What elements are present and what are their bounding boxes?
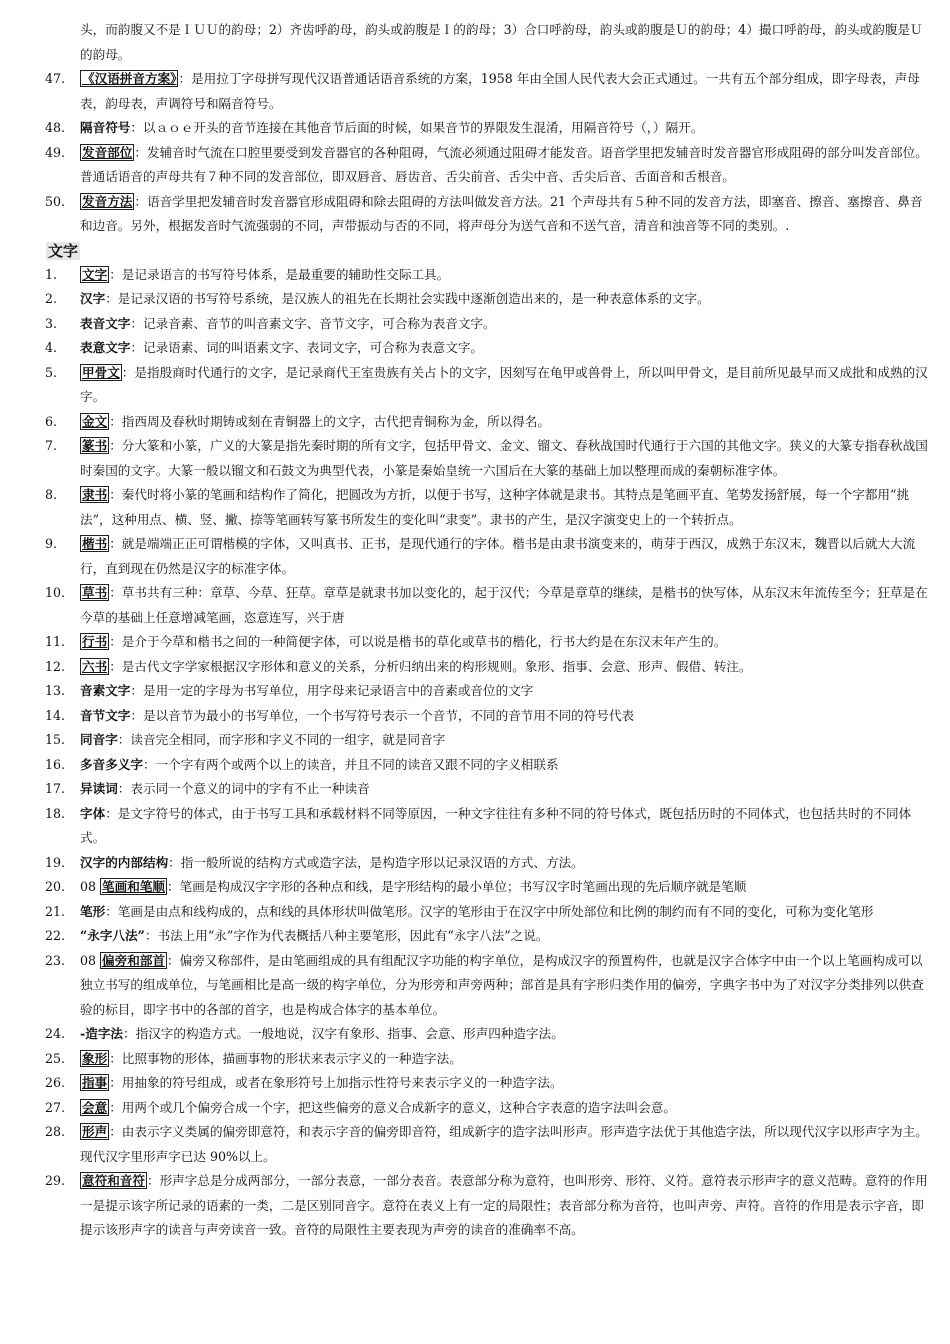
definition-item (0, 434, 950, 483)
definition-item (0, 483, 950, 532)
item-term: 异读词 (80, 781, 118, 796)
item-term: 音节文字 (80, 707, 131, 723)
definition-item (0, 728, 950, 753)
item-term: 篆书 (82, 438, 108, 453)
item-term: 发音部位 (82, 144, 133, 160)
item-term: 多音多义字 (80, 756, 143, 772)
item-definition: ：记录音素、音节的叫音素文字、音节文字，可合称为表音文字。 (130, 315, 496, 331)
item-definition: ：形声字总是分成两部分，一部分表意，一部分表音。表意部分称为意符，也叫形旁、形符、义符。意符表示形声字的意义范畴。意符的作用一是提示该字所记录的语素的一类，二是区别同音字。意符在表义上有一定的局限性；表音部分称为音符，也叫声旁、声符。音符的作用是表示字音，即提示该形声字的读音与声旁读音一致。音符的局限性主要表现为声旁的读音的准确率不高。 (80, 1173, 928, 1237)
item-number: 10. (45, 585, 66, 600)
item-number: 28. (45, 1124, 66, 1139)
item-number: 5. (45, 364, 58, 380)
item-term: 同音字 (80, 732, 118, 747)
definition-item (0, 336, 950, 361)
item-number: 12. (45, 658, 66, 674)
item-term: 隔音符号 (80, 120, 131, 135)
definition-item (0, 190, 950, 239)
item-definition: ：指一般所说的结构方式或造字法，是构造字形以记录汉语的方式、方法。 (168, 854, 584, 870)
item-number: 18. (45, 805, 66, 821)
item-definition: ：用两个或几个偏旁合成一个字，把这些偏旁的意义合成新字的意义，这种合字表意的造字法叫会意。 (109, 1099, 676, 1115)
definition-item (0, 312, 950, 337)
item-term: 《汉语拼音方案》 (82, 71, 177, 86)
item-definition: ：草书共有三种：章草、今草、狂草。章草是就隶书加以变化的，起于汉代；今草是章草的继续，是楷书的快写体，从东汉末年流传至今；狂草是在今草的基础上任意增减笔画，恣意连写，兴于唐 (80, 585, 928, 625)
item-number: 20. (45, 879, 66, 894)
definition-item (0, 753, 950, 778)
item-number: 24. (45, 1026, 66, 1041)
definition-item (0, 1047, 950, 1072)
item-term: 表音文字 (80, 315, 131, 331)
item-number: 47. (45, 71, 66, 86)
definition-item (0, 410, 950, 435)
item-number: 4. (45, 340, 58, 355)
item-term: -造字法 (80, 1026, 124, 1041)
item-definition: ：读音完全相同，而字形和字义不同的一组字，就是同音字 (117, 732, 446, 747)
item-number: 2. (45, 291, 58, 306)
item-number: 15. (45, 732, 66, 747)
item-number: 29. (45, 1173, 66, 1188)
item-number: 19. (45, 854, 66, 870)
definition-item (0, 655, 950, 680)
definition-item (0, 361, 950, 410)
definition-item (0, 581, 950, 630)
definition-item (0, 630, 950, 655)
item-term: 甲骨文 (82, 364, 120, 380)
item-definition: ：以ａｏｅ开头的音节连接在其他音节后面的时候，如果音节的界限发生混淆，用隔音符号（，）隔开。 (130, 120, 704, 135)
definition-item (0, 679, 950, 704)
item-definition: ：一个字有两个或两个以上的读音，并且不同的读音又跟不同的字义相联系 (142, 756, 559, 772)
definition-item (0, 802, 950, 851)
definition-item (0, 851, 950, 876)
definition-item (0, 704, 950, 729)
item-number: 49. (45, 144, 66, 160)
section-title: 文字 (48, 241, 79, 260)
item-definition: ：是文字符号的体式，由于书写工具和承载材料不同等原因，一种文字往往有多种不同的符号体式，既包括历时的不同体式，也包括共时的不同体式。 (80, 805, 912, 845)
item-definition: ：笔画是构成汉字字形的各种点和线，是字形结构的最小单位；书写汉字时笔画出现的先后顺序就是笔顺 (167, 879, 747, 894)
item-definition: ：发辅音时气流在口腔里要受到发音器官的各种阻碍，气流必须通过阻碍才能发音。语音学里把发辅音时发音器官形成阻碍的部分叫发音部位。普通话语音的声母共有７种不同的发音部位，即双唇音、唇齿音、舌尖前音、舌尖中音、舌尖后音、舌面音和舌根音。 (80, 144, 928, 184)
item-number: 13. (45, 683, 66, 698)
item-definition: ：偏旁又称部件，是由笔画组成的具有组配汉字功能的构字单位，是构成汉字的预置构件，也就是汉字合体字中由一个以上笔画构成可以独立书写的组成单位，与笔画相比是高一级的构字单位，分为形旁和声旁两种；部首是具有字形归类作用的偏旁，字典字书中为了对汉字分类排列以供查验的标目，即字书中的各部的首字，也是构成合体字的基本单位。 (80, 952, 924, 1017)
item-definition: ：比照事物的形体，描画事物的形状来表示字义的一种造字法。 (109, 1050, 462, 1066)
item-definition: ：是用拉丁字母拼写现代汉语普通话语音系统的方案，1958 年由全国人民代表大会正式通过。一共有五个部分组成，即字母表，声母表，韵母表，声调符号和隔音符号。 (80, 71, 920, 111)
item-term: 文字 (82, 266, 108, 282)
item-number: 22. (45, 928, 66, 943)
item-number: 14. (45, 707, 66, 723)
continuation-paragraph: 头，而韵腹又不是ＩＵＵ的韵母；2）齐齿呼韵母，韵头或韵腹是Ｉ的韵母；3）合口呼韵母，韵头或韵腹是Ｕ的韵母；4）撮口呼韵母，韵头或韵腹是Ｕ的韵母。 (80, 22, 923, 62)
item-number: 8. (45, 487, 58, 502)
item-term: 笔画和笔顺 (102, 879, 165, 894)
definition-item (0, 287, 950, 312)
item-term: “永字八法” (80, 928, 145, 943)
item-number: 7. (45, 438, 58, 453)
item-number: 21. (45, 903, 66, 919)
definition-item (0, 1096, 950, 1121)
item-definition: ：表示同一个意义的词中的字有不止一种读音 (117, 781, 370, 796)
item-term: 汉字 (80, 291, 106, 306)
item-term: 音素文字 (80, 683, 131, 698)
definition-item (0, 777, 950, 802)
item-definition: ：就是端端正正可谓楷模的字体，又叫真书、正书，是现代通行的字体。楷书是由隶书演变来的，萌芽于西汉，成熟于东汉末，魏晋以后就大大流行，直到现在仍然是汉字的标准字体。 (80, 536, 916, 576)
item-definition: ：秦代时将小篆的笔画和结构作了简化，把圆改为方折，以便于书写，这种字体就是隶书。其特点是笔画平直、笔势发扬舒展，每一个字都用“挑法”，这种用点、横、竖、撇、捺等笔画转写篆书所发生的变化叫“隶变”。隶书的产生，是汉字演变史上的一个转折点。 (80, 487, 910, 527)
item-term: 形声 (82, 1124, 108, 1139)
item-number: 48. (45, 120, 66, 135)
item-definition: ：是指殷商时代通行的文字，是记录商代王室贵族有关占卜的文字，因刻写在龟甲或兽骨上，所以叫甲骨文，是目前所见最早而又成批和成熟的汉字。 (80, 364, 928, 404)
item-term: 隶书 (82, 487, 108, 502)
item-definition: ：是古代文字学家根据汉字形体和意义的关系，分析归纳出来的构形规则。象形、指事、会意、形声、假借、转注。 (109, 658, 752, 674)
item-term: 表意文字 (80, 340, 131, 355)
item-term: 六书 (82, 658, 108, 674)
definition-item (0, 924, 950, 949)
definition-item (0, 1022, 950, 1047)
item-definition: ：是介于今草和楷书之间的一种简便字体，可以说是楷书的草化或草书的楷化，行书大约是在东汉末年产生的。 (109, 634, 727, 649)
item-definition: ：指汉字的构造方式。一般地说，汉字有象形、指事、会意、形声四种造字法。 (123, 1026, 564, 1041)
item-definition: ：是以音节为最小的书写单位，一个书写符号表示一个音节，不同的音节用不同的符号代表 (130, 707, 635, 723)
item-term: 会意 (82, 1099, 108, 1115)
item-definition: ：指西周及春秋时期铸或刻在青铜器上的文字，古代把青铜称为金，所以得名。 (109, 413, 550, 429)
item-definition: ：语音学里把发辅音时发音器官形成阻碍和除去阻碍的方法叫做发音方法。21 个声母共有５种不同的发音方法，即塞音、擦音、塞擦音、鼻音和边音。另外，根据发音时气流强弱的不同，声带振动与否的不同，将声母分为送气音和不送气音，清音和浊音等不同的类别。. (80, 193, 923, 233)
item-term: 发音方法 (82, 193, 133, 209)
item-number: 6. (45, 413, 58, 429)
item-number: 17. (45, 781, 66, 796)
item-number: 1. (45, 266, 58, 282)
item-term: 金文 (82, 413, 108, 429)
item-number: 23. (45, 952, 66, 968)
item-term: 行书 (82, 634, 108, 649)
definition-item (0, 1169, 950, 1243)
definition-list (0, 263, 950, 1243)
item-definition: ：由表示字义类属的偏旁即意符，和表示字音的偏旁即音符，组成新字的造字法叫形声。形声造字法优于其他造字法，所以现代汉字以形声字为主。现代汉字里形声字已达 90%以上。 (80, 1124, 928, 1164)
item-term: 偏旁和部首 (102, 952, 165, 968)
document-page (0, 18, 950, 1243)
item-number: 25. (45, 1050, 66, 1066)
item-term: 指事 (82, 1075, 108, 1090)
item-term: 意符和音符 (82, 1173, 145, 1188)
item-number: 3. (45, 315, 58, 331)
item-number: 50. (45, 193, 66, 209)
definition-item (0, 900, 950, 925)
definition-item (0, 949, 950, 1023)
item-definition: ：用抽象的符号组成，或者在象形符号上加指示性符号来表示字义的一种造字法。 (109, 1075, 563, 1090)
item-definition: ：是用一定的字母为书写单位，用字母来记录语言中的音素或音位的文字 (130, 683, 534, 698)
item-term: 草书 (82, 585, 108, 600)
item-term: 象形 (82, 1050, 108, 1066)
definition-item (0, 67, 950, 116)
item-number: 27. (45, 1099, 66, 1115)
item-term: 笔形 (80, 903, 106, 919)
item-number: 26. (45, 1075, 66, 1090)
definition-item (0, 116, 950, 141)
definition-item (0, 141, 950, 190)
item-number: 9. (45, 536, 58, 551)
item-definition: ：是记录汉语的书写符号系统，是汉族人的祖先在长期社会实践中逐渐创造出来的，是一种表意体系的文字。 (105, 291, 710, 306)
item-definition: ：分大篆和小篆，广义的大篆是指先秦时期的所有文字，包括甲骨文、金文、镏文、春秋战国时代通行于六国的其他文字。狭义的大篆专指春秋战国时秦国的文字。大篆一般以镏文和石鼓文为典型代表，小篆是秦始皇统一六国后在大篆的基础上加以整理而成的秦朝标准字体。 (80, 438, 928, 478)
item-term: 汉字的内部结构 (80, 854, 169, 870)
item-term: 楷书 (82, 536, 108, 551)
item-number: 16. (45, 756, 66, 772)
item-prefix: 08 (80, 952, 101, 968)
item-definition: ：记录语素、词的叫语素文字、表词文字，可合称为表意文字。 (130, 340, 483, 355)
item-prefix: 08 (80, 879, 101, 894)
definition-item (0, 875, 950, 900)
item-definition: ：笔画是由点和线构成的，点和线的具体形状叫做笔形。汉字的笔形由于在汉字中所处部位和比例的制约而有不同的变化，可称为变化笔形 (105, 903, 874, 919)
item-number: 11. (45, 634, 66, 649)
definition-item (0, 1120, 950, 1169)
definition-item (0, 1071, 950, 1096)
definition-item (0, 532, 950, 581)
item-term: 字体 (80, 805, 106, 821)
item-definition: ：是记录语言的书写符号体系，是最重要的辅助性交际工具。 (109, 266, 450, 282)
definition-item (0, 263, 950, 288)
section-heading (0, 239, 950, 263)
top-definition-list (0, 67, 950, 239)
item-definition: ：书法上用“永”字作为代表概括八种主要笔形，因此有“永字八法”之说。 (144, 928, 549, 943)
